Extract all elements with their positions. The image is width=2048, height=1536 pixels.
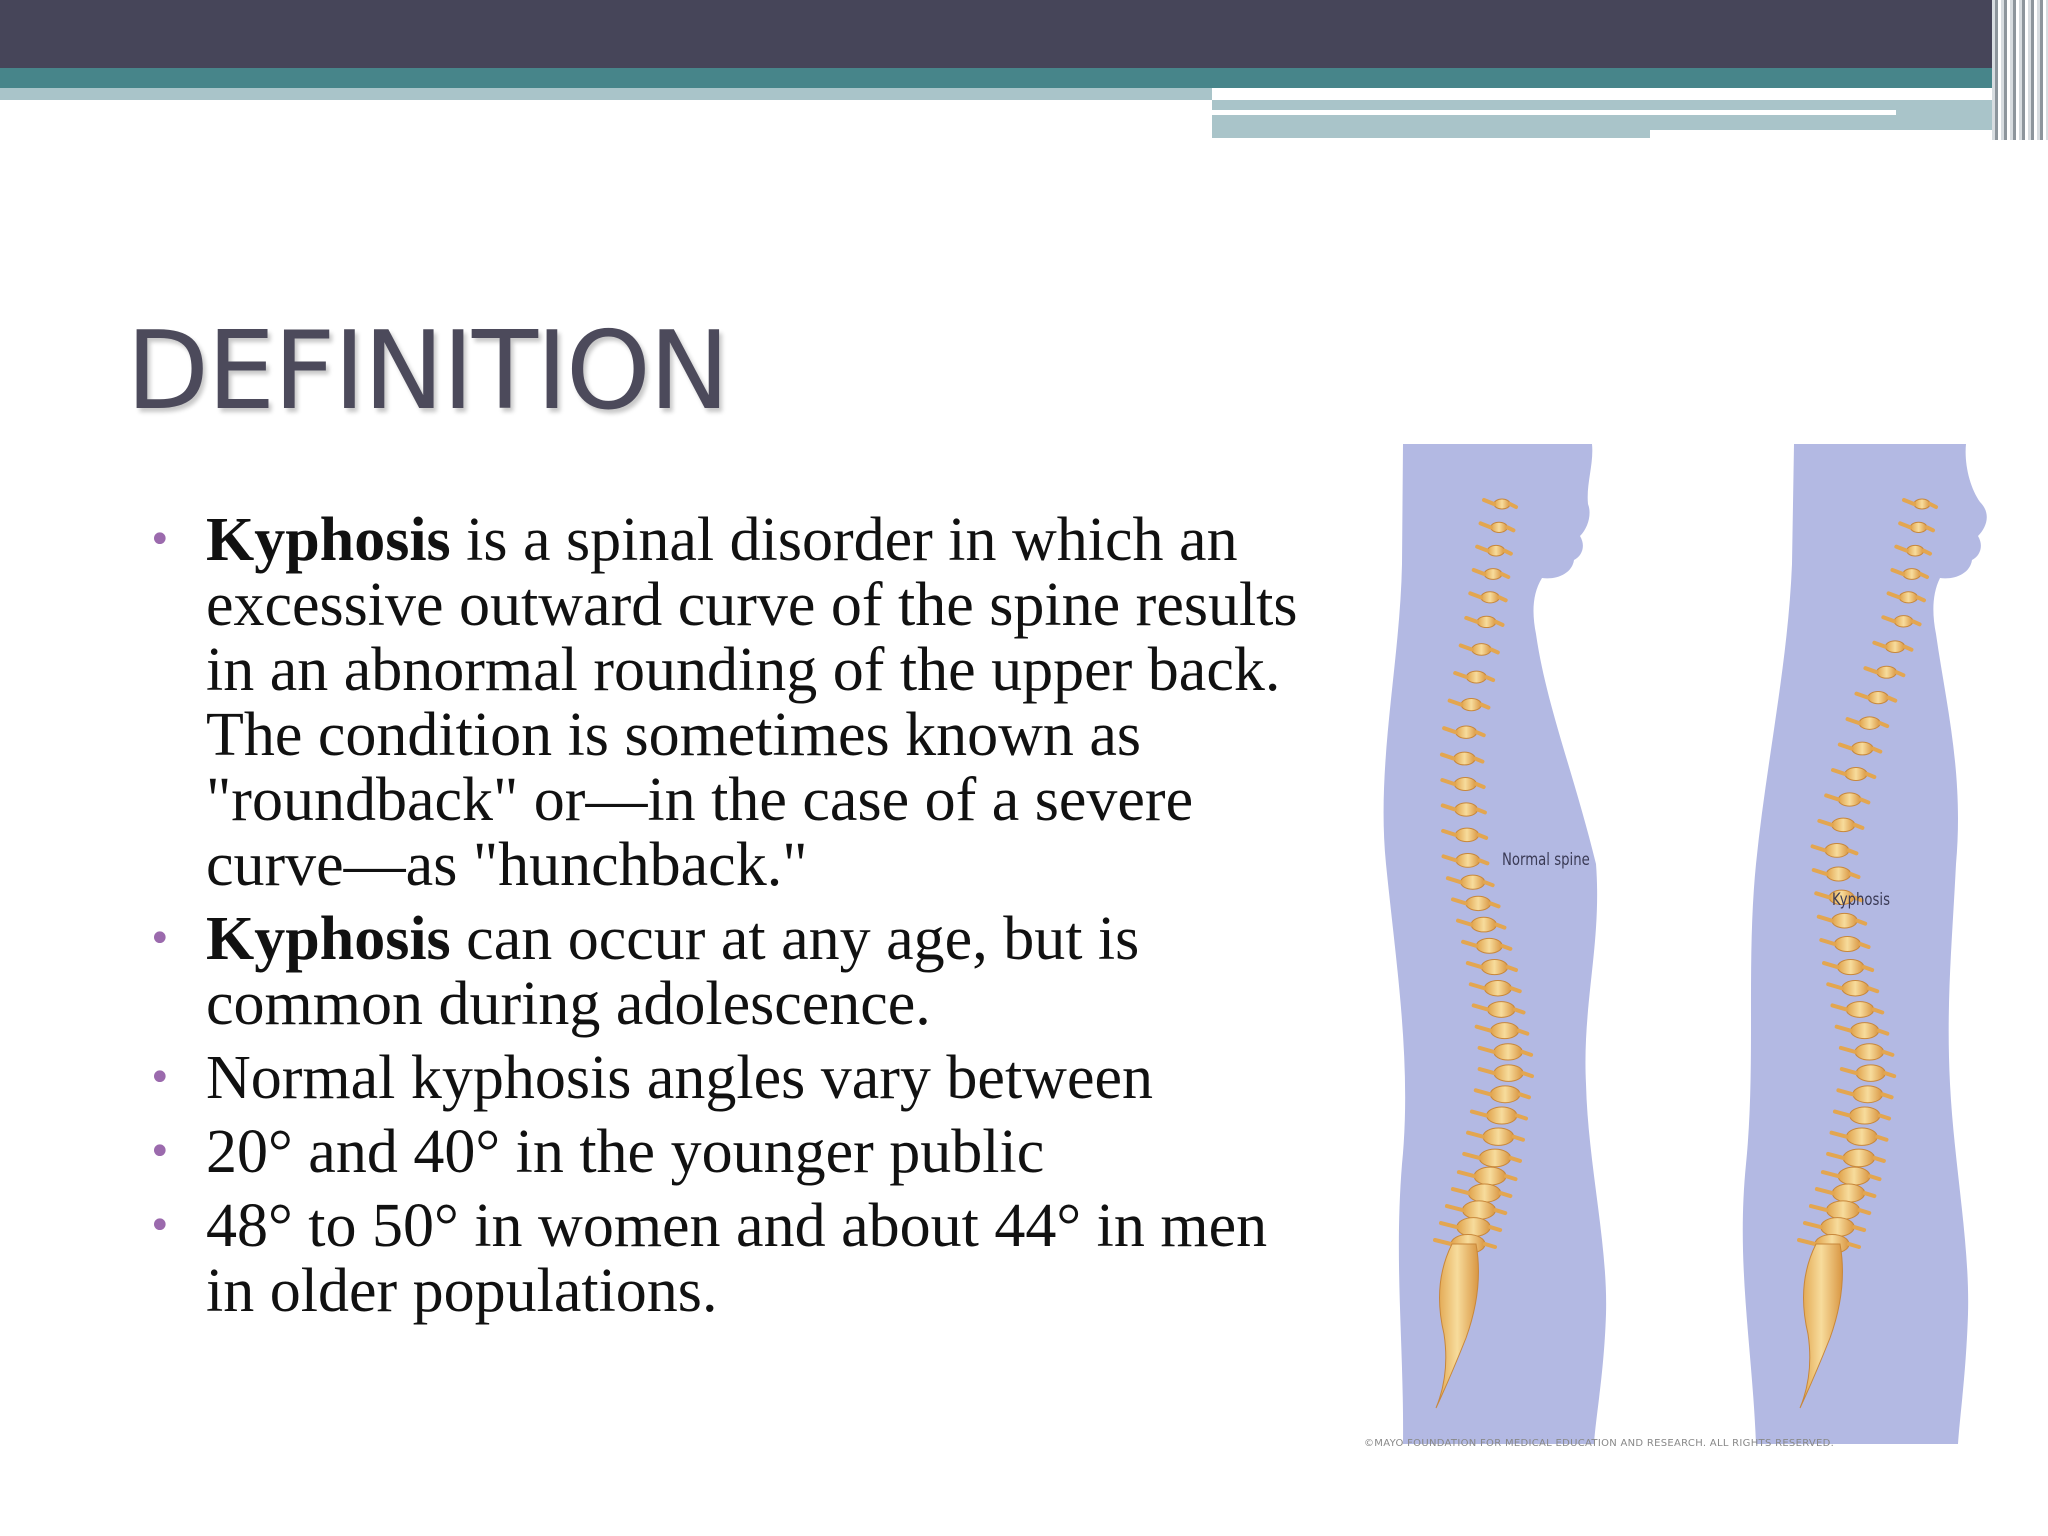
vertebra [1855,1044,1884,1060]
vertebra [1859,717,1880,729]
vertebra [1914,499,1930,509]
vertebra [1837,959,1863,974]
vertebra [1826,867,1850,881]
spine-figure-svg [1356,444,2016,1444]
bullet-text: 20° and 40° in the younger public [206,1118,1045,1186]
vertebra [1894,616,1913,627]
vertebra [1910,522,1927,532]
vertebra [1846,1128,1877,1145]
vertebra [1481,959,1507,974]
vertebra [1853,1086,1883,1103]
vertebra [1484,569,1502,580]
header-band-light-left [0,88,1212,100]
bullet-term: Kyphosis [206,506,451,574]
kyphosis-label: Kyphosis [1832,890,1891,910]
vertebra [1491,522,1508,532]
vertebra [1463,1201,1496,1219]
vertebra [1827,1201,1860,1219]
vertebra [1838,793,1861,806]
bullet-item [140,1194,1310,1324]
vertebra [1845,768,1867,781]
vertebra [1455,803,1478,816]
header-white-line [1212,110,1896,115]
bullet-list [140,508,1310,1333]
header-stripes [1992,0,2048,140]
bullet-text: 48° to 50° in women and about 44° in men in older populations. [206,1192,1268,1325]
vertebra [1455,828,1478,842]
bullet-item [140,1046,1310,1111]
vertebra [1832,1184,1864,1202]
vertebra [1461,875,1485,889]
vertebra [1484,981,1511,996]
vertebra [1821,1218,1854,1237]
vertebra [1490,1086,1520,1103]
vertebra [1868,692,1888,704]
vertebra [1842,981,1869,996]
vertebra [1471,917,1496,932]
bullet-item [140,1120,1310,1185]
vertebra [1835,937,1861,952]
vertebra [1488,545,1505,556]
header-band-teal [0,68,2048,88]
vertebra [1466,671,1486,683]
vertebra [1468,1184,1500,1202]
vertebra [1825,843,1849,857]
vertebra [1456,853,1480,867]
bullet-icon: • [148,1129,172,1175]
header-band-dark [0,0,2048,68]
bullet-text: Normal kyphosis angles vary between [206,1044,1153,1112]
bullet-icon: • [148,517,172,563]
vertebra [1494,1044,1523,1060]
copyright-notice: ©MAYO FOUNDATION FOR MEDICAL EDUCATION AND RESEARCH. ALL RIGHTS RESERVED. [1364,1438,1835,1449]
vertebra [1877,666,1897,678]
bullet-term: Kyphosis [206,905,451,973]
spine-illustration [1356,444,2016,1459]
vertebra [1491,1023,1519,1039]
vertebra [1454,752,1475,765]
vertebra [1899,592,1917,603]
vertebra [1856,1065,1885,1082]
vertebra [1838,1167,1870,1185]
bullet-item [140,907,1310,1037]
vertebra [1494,1065,1523,1082]
header-white-line-2 [1650,130,2022,138]
vertebra [1487,1107,1517,1124]
vertebra [1885,641,1904,653]
vertebra [1907,545,1924,556]
bullet-icon: • [148,1055,172,1101]
vertebra [1454,778,1476,791]
bullet-text: is a spinal disorder in which an excessive outward curve of the spine results in an abnormal rounding of the upper back. The condition is sometimes known as "roundback" or—in the case of a severe curve—as "hunchback." [206,506,1298,899]
bullet-item [140,508,1310,898]
vertebra [1488,1002,1515,1018]
slide-title: DEFINITION [126,309,728,434]
vertebra [1466,896,1491,910]
vertebra [1832,818,1855,832]
vertebra [1457,1218,1490,1237]
vertebra [1850,1107,1880,1124]
vertebra [1477,616,1496,627]
vertebra [1476,938,1502,953]
bullet-text: can occur at any age, but is common during adolescence. [206,905,1140,1038]
vertebra [1472,644,1491,656]
vertebra [1456,726,1477,738]
vertebra [1851,1023,1879,1039]
vertebra [1852,742,1873,755]
vertebra [1461,699,1481,711]
bullet-icon: • [148,1203,172,1249]
vertebra [1494,499,1510,509]
bullet-icon: • [148,916,172,962]
vertebra [1474,1167,1506,1185]
vertebra [1481,592,1499,603]
vertebra [1832,913,1857,928]
normal-spine-label: Normal spine [1502,850,1590,870]
vertebra [1843,1149,1874,1167]
vertebra [1903,569,1921,580]
vertebra [1483,1128,1514,1145]
vertebra [1479,1149,1510,1167]
vertebra [1846,1002,1873,1018]
